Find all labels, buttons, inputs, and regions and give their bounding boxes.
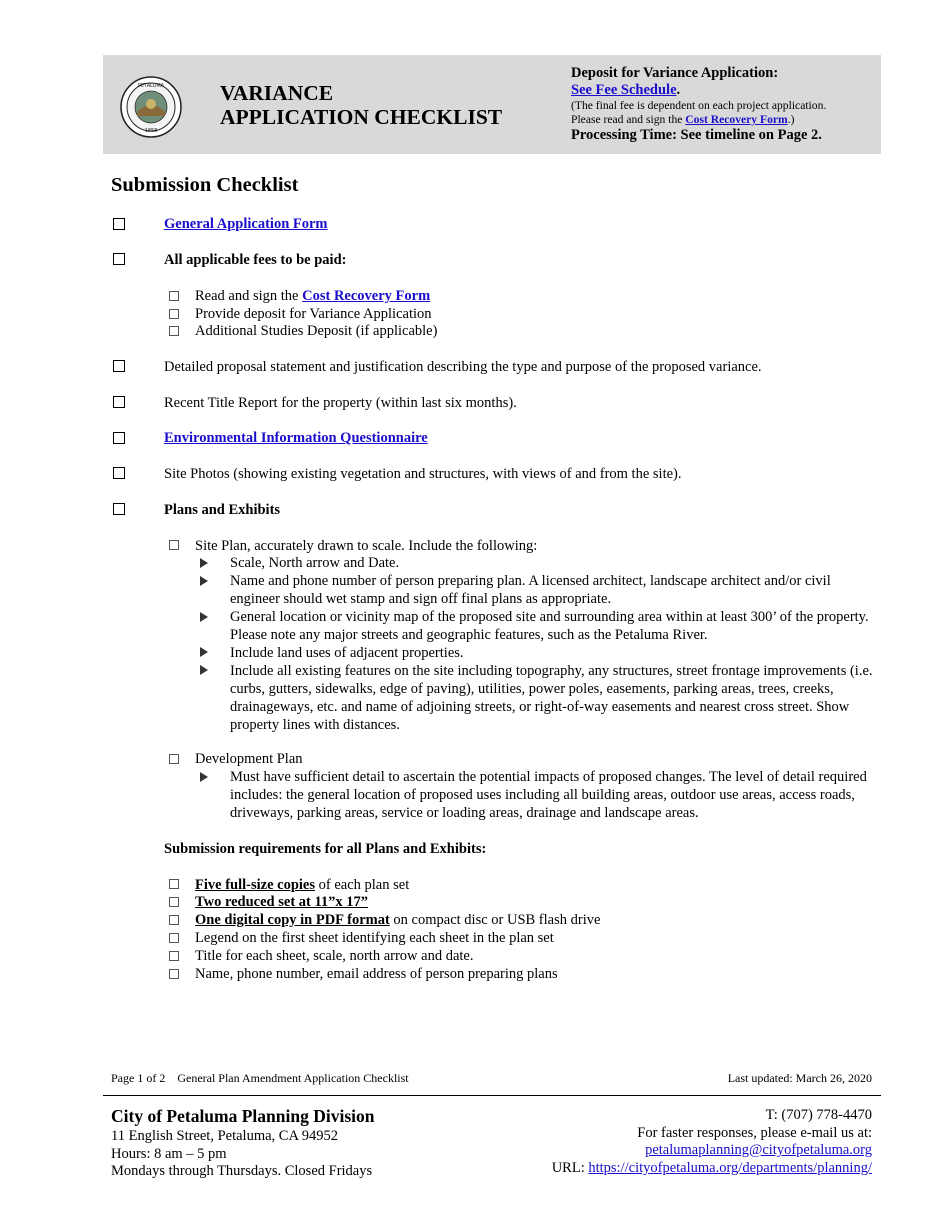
header-banner <box>103 55 881 154</box>
site-plan-sub-2: Name and phone number of person preparing plan. A licensed architect, landscape architect and/or civil engineer should wet stamp and sign off final plans as appropriate. <box>230 573 831 607</box>
section-heading: Submission Checklist <box>111 174 299 196</box>
checkbox-preparer[interactable] <box>169 969 179 979</box>
requirement-3: One digital copy in PDF format on compact disc or USB flash drive <box>195 912 601 928</box>
site-plan-sub-4: Include land uses of adjacent properties. <box>230 645 464 661</box>
checkbox-legend[interactable] <box>169 933 179 943</box>
document-title <box>220 81 502 129</box>
processing-time: Processing Time: See timeline on Page 2. <box>571 127 822 143</box>
title-line-2: APPLICATION CHECKLIST <box>220 105 503 129</box>
cost-recovery-link-header[interactable]: Cost Recovery Form <box>685 113 788 126</box>
fee-sub-item-3: Additional Studies Deposit (if applicable) <box>195 323 438 339</box>
bullet-arrow-icon <box>200 772 208 782</box>
fee-sub-item-2: Provide deposit for Variance Application <box>195 306 432 322</box>
checkbox-fees[interactable] <box>113 253 125 265</box>
site-photos-item: Site Photos (showing existing vegetation and structures, with views of and from the site). <box>164 466 682 482</box>
bullet-arrow-icon <box>200 612 208 622</box>
checkbox-cost-recovery[interactable] <box>169 291 179 301</box>
bullet-arrow-icon <box>200 665 208 675</box>
city-seal-logo <box>120 76 182 138</box>
requirements-heading: Submission requirements for all Plans and Exhibits: <box>164 841 487 857</box>
page-number: Page 1 of 2 General Plan Amendment Application Checklist <box>111 1071 409 1085</box>
environmental-questionnaire-link[interactable]: Environmental Information Questionnaire <box>164 430 428 446</box>
title-line-1: VARIANCE <box>220 81 334 105</box>
url-line: URL: https://cityofpetaluma.org/departments/planning/ <box>551 1160 872 1176</box>
checkbox-additional-studies[interactable] <box>169 326 179 336</box>
bullet-arrow-icon <box>200 558 208 568</box>
cost-recovery-form-link[interactable]: Cost Recovery Form <box>302 288 431 304</box>
requirement-4: Legend on the first sheet identifying each sheet in the plan set <box>195 930 554 946</box>
email-link[interactable]: petalumaplanning@cityofpetaluma.org <box>645 1142 872 1158</box>
org-hours: Hours: 8 am – 5 pm <box>111 1146 227 1162</box>
requirement-1: Five full-size copies of each plan set <box>195 877 410 893</box>
checkbox-env[interactable] <box>113 432 125 444</box>
site-plan-sub-3: General location or vicinity map of the proposed site and surrounding area within at least 300’ of the property. Please note any major streets and geographic features, such as the Petaluma River. <box>230 609 869 643</box>
fees-label: All applicable fees to be paid: <box>164 252 347 268</box>
org-name: City of Petaluma Planning Division <box>111 1106 375 1126</box>
development-plan-item: Development Plan <box>195 751 303 767</box>
last-updated: Last updated: March 26, 2020 <box>727 1071 872 1085</box>
checkbox-development-plan[interactable] <box>169 754 179 764</box>
requirement-2: Two reduced set at 11”x 17” <box>195 894 369 910</box>
fee-note: (The final fee is dependent on each project application. <box>571 99 827 112</box>
site-plan-sub-5: Include all existing features on the site including topography, any structures, street frontage improvements (i.e. curbs, gutters, sidewalks, edge of paving), utilities, power poles, easements, parking areas, trees, creeks, drainageways, etc. and name of adjoining streets, or right-of-way easements and nearest cross street. Show property lines with distances. <box>230 663 873 733</box>
checkbox-photos[interactable] <box>113 467 125 479</box>
planning-url-link[interactable]: https://cityofpetaluma.org/departments/planning/ <box>588 1160 872 1176</box>
bullet-arrow-icon <box>200 647 208 657</box>
org-days: Mondays through Thursdays. Closed Fridays <box>111 1163 373 1179</box>
org-phone: T: (707) 778-4470 <box>765 1107 872 1123</box>
checkbox-title-report[interactable] <box>113 396 125 408</box>
general-application-form-link[interactable]: General Application Form <box>164 216 328 232</box>
checkbox-reduced[interactable] <box>169 897 179 907</box>
org-address: 11 English Street, Petaluma, CA 94952 <box>111 1128 339 1144</box>
checkbox-digital[interactable] <box>169 915 179 925</box>
checkbox-plans[interactable] <box>113 503 125 515</box>
requirement-6: Name, phone number, email address of person preparing plans <box>195 966 558 982</box>
checkbox-proposal[interactable] <box>113 360 125 372</box>
deposit-label: Deposit for Variance Application: <box>571 65 779 81</box>
title-report-item: Recent Title Report for the property (within last six months). <box>164 395 517 411</box>
sign-note: Please read and sign the Cost Recovery Form.) <box>571 113 795 126</box>
email-note: For faster responses, please e-mail us at: <box>637 1125 872 1141</box>
svg-text:1858: 1858 <box>144 128 158 134</box>
plans-exhibits-label: Plans and Exhibits <box>164 502 281 518</box>
checkbox-deposit[interactable] <box>169 309 179 319</box>
checkbox-general-form[interactable] <box>113 218 125 230</box>
deposit-info: Deposit for Variance Application: See Fee Schedule. (The final fee is dependent on each project application. Please read and sign the Cost Recovery Form.) Processing Time: See timeline on Page 2. <box>571 65 876 144</box>
checkbox-title-sheet[interactable] <box>169 951 179 961</box>
site-plan-sub-1: Scale, North arrow and Date. <box>230 555 400 571</box>
development-plan-sub-1: Must have sufficient detail to ascertain the potential impacts of proposed changes. The level of detail required includes: the general location of proposed uses including all building areas, outdoor use areas, access roads, driveways, parking areas, service or loading areas, drainage and landscape areas. <box>230 769 867 821</box>
svg-text:PETALUMA: PETALUMA <box>137 83 165 89</box>
bullet-arrow-icon <box>200 576 208 586</box>
proposal-item: Detailed proposal statement and justification describing the type and purpose of the proposed variance. <box>164 359 762 375</box>
fee-sub-item-1: Read and sign the Cost Recovery Form <box>195 288 431 304</box>
site-plan-item: Site Plan, accurately drawn to scale. Include the following: <box>195 538 538 554</box>
checkbox-site-plan[interactable] <box>169 540 179 550</box>
requirement-5: Title for each sheet, scale, north arrow and date. <box>195 948 474 964</box>
footer-divider <box>103 1095 881 1096</box>
fee-schedule-link[interactable]: See Fee Schedule <box>571 82 677 98</box>
checkbox-full-size[interactable] <box>169 879 179 889</box>
